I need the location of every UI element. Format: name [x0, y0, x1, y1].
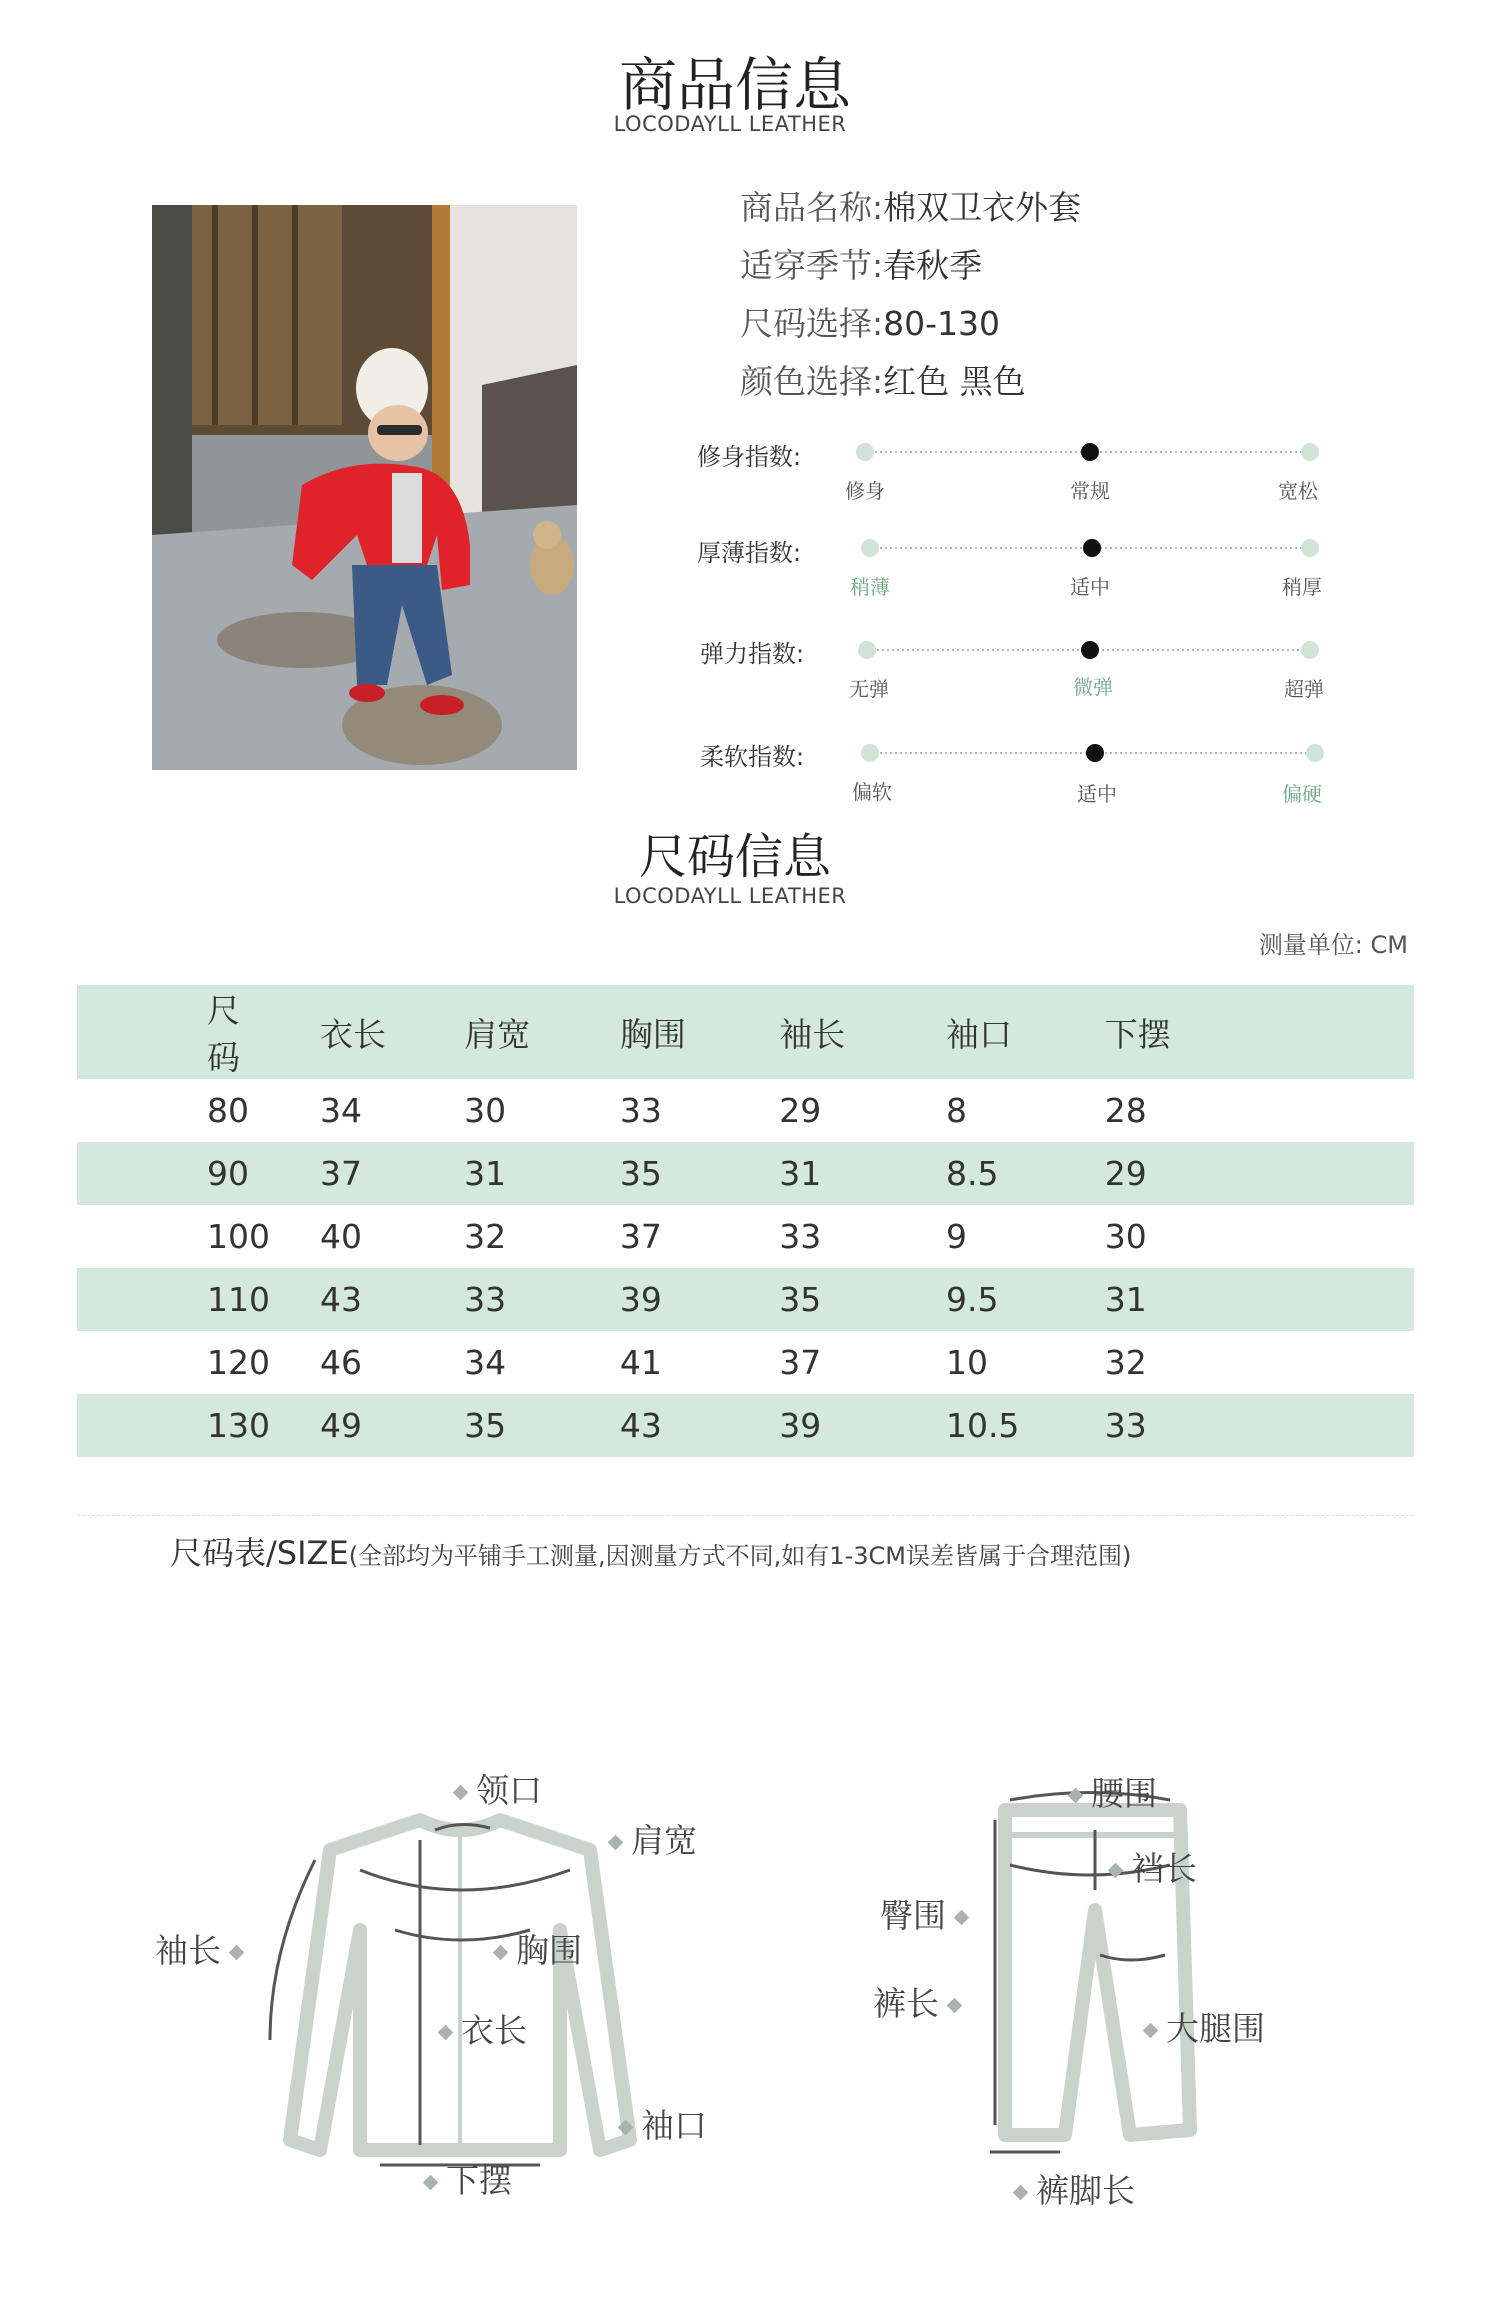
- index-elasticity-track: [855, 638, 1325, 668]
- pants-label-rise: 裆长: [1100, 1843, 1197, 1890]
- index-softness-label: 柔软指数:: [700, 743, 805, 771]
- header-sleeve: 袖长: [779, 1014, 846, 1054]
- diamond-icon: [1013, 2185, 1029, 2201]
- table-cell: 30: [464, 1091, 507, 1130]
- index-thickness-option-2: 适中: [1070, 575, 1110, 599]
- table-cell: 32: [1104, 1343, 1147, 1382]
- table-cell: 110: [207, 1280, 270, 1319]
- table-cell: 35: [619, 1154, 662, 1193]
- index-thickness-option-1: 稍薄: [850, 575, 890, 599]
- table-row: [77, 1142, 1414, 1205]
- index-softness-option-1: 偏软: [852, 780, 892, 804]
- table-cell: 34: [464, 1343, 507, 1382]
- info-size-range: 尺码选择:80-130: [740, 304, 1001, 343]
- table-cell: 49: [320, 1406, 362, 1445]
- size-note-title: 尺码表/SIZE: [170, 1534, 349, 1572]
- table-row: [77, 1268, 1414, 1331]
- index-fit-track: [855, 440, 1325, 470]
- index-thickness-track: [855, 536, 1325, 566]
- info-season: 适穿季节:春秋季: [740, 246, 983, 285]
- index-softness-option-2: 适中: [1077, 782, 1117, 806]
- diamond-icon: [618, 2120, 634, 2136]
- table-cell: 43: [619, 1406, 662, 1445]
- jacket-label-length: 衣长: [430, 2005, 527, 2052]
- diamond-icon: [453, 1785, 469, 1801]
- table-cell: 34: [320, 1091, 362, 1130]
- table-cell: 32: [464, 1217, 507, 1256]
- index-thickness-option-3: 稍厚: [1282, 575, 1322, 599]
- diamond-icon: [1108, 1863, 1124, 1879]
- table-cell: 80: [207, 1091, 249, 1130]
- divider: [77, 1515, 1414, 1516]
- index-fit-option-3: 宽松: [1278, 479, 1318, 503]
- diamond-icon: [438, 2025, 454, 2041]
- index-elasticity-label: 弹力指数:: [700, 640, 805, 668]
- table-cell: 29: [1104, 1154, 1147, 1193]
- table-cell: 33: [619, 1091, 662, 1130]
- table-cell: 33: [1104, 1406, 1147, 1445]
- table-row: [77, 1394, 1414, 1457]
- size-note: [170, 1528, 1131, 1574]
- table-cell: 31: [779, 1154, 822, 1193]
- pants-label-hip: 臀围: [880, 1890, 977, 1937]
- table-cell: 37: [320, 1154, 362, 1193]
- index-fit-option-2: 常规: [1070, 479, 1110, 503]
- diamond-icon: [954, 1910, 970, 1926]
- jacket-label-chest: 胸围: [485, 1925, 582, 1972]
- table-cell: 10.5: [945, 1406, 1020, 1445]
- table-cell: 33: [464, 1280, 507, 1319]
- diamond-icon: [1068, 1788, 1084, 1804]
- product-photo: [152, 205, 577, 770]
- table-cell: 8.5: [945, 1154, 999, 1193]
- index-fit-label: 修身指数:: [697, 443, 802, 471]
- jacket-label-hem: 下摆: [415, 2155, 512, 2202]
- table-row: [77, 1205, 1414, 1268]
- diamond-icon: [493, 1945, 509, 1961]
- index-elasticity-option-3: 超弹: [1284, 677, 1324, 701]
- table-cell: 37: [779, 1343, 822, 1382]
- table-cell: 43: [320, 1280, 362, 1319]
- index-thickness-label: 厚薄指数:: [697, 539, 802, 567]
- table-cell: 41: [619, 1343, 662, 1382]
- table-cell: 31: [1104, 1280, 1147, 1319]
- size-note-detail: (全部均为平铺手工测量,因测量方式不同,如有1-3CM误差皆属于合理范围): [348, 1542, 1132, 1570]
- pants-label-waist: 腰围: [1060, 1768, 1157, 1815]
- diamond-icon: [608, 1835, 624, 1851]
- table-cell: 9: [945, 1217, 967, 1256]
- diamond-icon: [423, 2175, 439, 2191]
- size-table: [77, 985, 1414, 1457]
- info-product-name: 商品名称:棉双卫衣外套: [740, 188, 1082, 227]
- index-softness-option-3: 偏硬: [1282, 782, 1322, 806]
- header-length: 衣长: [320, 1014, 386, 1054]
- table-cell: 8: [945, 1091, 967, 1130]
- index-elasticity-option-2: 微弹: [1073, 675, 1113, 699]
- table-cell: 10: [945, 1343, 988, 1382]
- header-size: 尺码: [207, 991, 240, 1077]
- header-hem: 下摆: [1104, 1014, 1171, 1054]
- size-table-header: [77, 985, 1414, 1079]
- jacket-label-shoulder: 肩宽: [600, 1815, 697, 1862]
- table-cell: 46: [320, 1343, 362, 1382]
- diamond-icon: [1143, 2023, 1159, 2039]
- pants-label-leg-opening: 裤脚长: [1005, 2165, 1135, 2212]
- table-cell: 35: [464, 1406, 507, 1445]
- table-cell: 29: [779, 1091, 822, 1130]
- measurement-unit: 测量单位: CM: [1258, 931, 1408, 959]
- table-cell: 35: [779, 1280, 822, 1319]
- table-row: [77, 1331, 1414, 1394]
- header-shoulder: 肩宽: [464, 1014, 531, 1054]
- diamond-icon: [229, 1945, 245, 1961]
- header-cuff: 袖口: [945, 1014, 1012, 1054]
- size-info-title: 尺码信息: [638, 829, 831, 885]
- index-fit-option-1: 修身: [845, 479, 885, 503]
- index-softness-track: [855, 741, 1325, 771]
- table-cell: 40: [320, 1217, 362, 1256]
- product-info-subtitle: LOCODAYLL LEATHER: [613, 112, 847, 136]
- table-cell: 33: [779, 1217, 822, 1256]
- jacket-label-sleeve: 袖长: [155, 1925, 252, 1972]
- table-cell: 130: [207, 1406, 270, 1445]
- table-cell: 30: [1104, 1217, 1147, 1256]
- table-cell: 9.5: [945, 1280, 999, 1319]
- product-info-title: 商品信息: [618, 51, 851, 119]
- jacket-label-cuff: 袖口: [610, 2100, 707, 2147]
- table-cell: 39: [779, 1406, 822, 1445]
- pants-label-thigh: 大腿围: [1135, 2003, 1265, 2050]
- table-cell: 28: [1104, 1091, 1147, 1130]
- child-model-photo-icon: [152, 205, 577, 770]
- diamond-icon: [947, 1998, 963, 2014]
- table-cell: 39: [619, 1280, 662, 1319]
- table-cell: 90: [207, 1154, 249, 1193]
- table-cell: 37: [619, 1217, 662, 1256]
- info-colors: 颜色选择:红色 黑色: [740, 362, 1026, 401]
- size-info-subtitle: LOCODAYLL LEATHER: [613, 884, 847, 908]
- jacket-label-collar: 领口: [445, 1765, 542, 1812]
- pants-label-length: 裤长: [873, 1978, 970, 2025]
- table-row: [77, 1079, 1414, 1142]
- table-cell: 100: [207, 1217, 270, 1256]
- table-cell: 120: [207, 1343, 270, 1382]
- header-chest: 胸围: [619, 1014, 686, 1054]
- table-cell: 31: [464, 1154, 507, 1193]
- index-elasticity-option-1: 无弹: [849, 677, 889, 701]
